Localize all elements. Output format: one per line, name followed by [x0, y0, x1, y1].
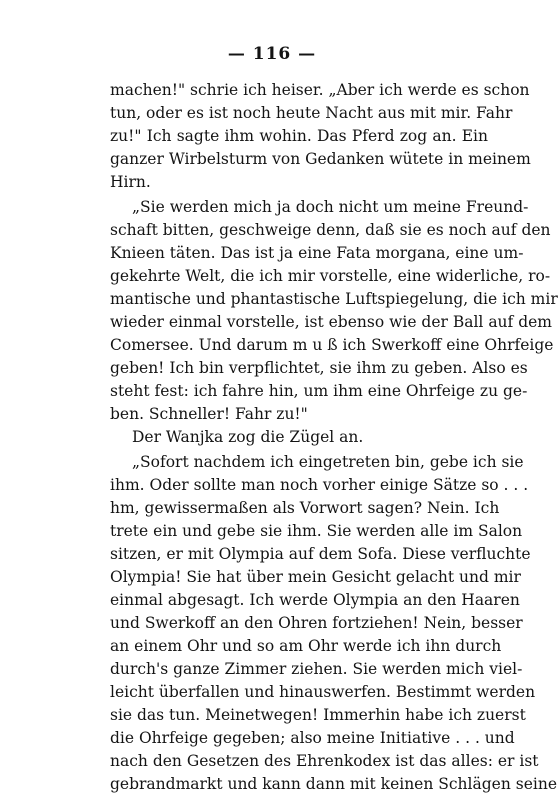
text-line: Comersee. Und darum m u ß ich Swerkoff eine Ohrfeige — [110, 336, 554, 354]
text-line: wieder einmal vorstelle, ist ebenso wie der Ball auf dem — [110, 313, 552, 331]
text-line: hm, gewissermaßen als Vorwort sagen? Nein. Ich — [110, 499, 500, 517]
text-line: tun, oder es ist noch heute Nacht aus mit mir. Fahr — [110, 104, 513, 122]
text-line: einmal abgesagt. Ich werde Olympia an den Haaren — [110, 591, 520, 609]
text-line: an einem Ohr und so am Ohr werde ich ihn durch — [110, 637, 502, 655]
text-line: und Swerkoff an den Ohren fortziehen! Nein, besser — [110, 614, 523, 632]
text-line: Olympia! Sie hat über mein Gesicht gelacht und mir — [110, 568, 521, 586]
text-line: ben. Schneller! Fahr zu!" — [110, 405, 308, 423]
text-line: durch's ganze Zimmer ziehen. Sie werden mich viel- — [110, 660, 523, 678]
text-line: „Sie werden mich ja doch nicht um meine Freund- — [132, 198, 529, 216]
text-line: trete ein und gebe sie ihm. Sie werden alle im Salon — [110, 522, 523, 540]
text-line: sie das tun. Meinetwegen! Immerhin habe ich zuerst — [110, 706, 526, 724]
text-line: sitzen, er mit Olympia auf dem Sofa. Diese verfluchte — [110, 545, 531, 563]
text-line: geben! Ich bin verpflichtet, sie ihm zu geben. Also es — [110, 359, 528, 377]
text-line: Hirn. — [110, 173, 151, 191]
text-line: die Ohrfeige gegeben; also meine Initiative . . . und — [110, 729, 515, 747]
text-line: steht fest: ich fahre hin, um ihm eine Ohrfeige zu ge- — [110, 382, 528, 400]
text-line: Knieen täten. Das ist ja eine Fata morgana, eine um- — [110, 244, 524, 262]
text-line: schaft bitten, geschweige denn, daß sie es noch auf den — [110, 221, 551, 239]
text-line: nach den Gesetzen des Ehrenkodex ist das alles: er ist — [110, 752, 539, 770]
text-line: ihm. Oder sollte man noch vorher einige Sätze so . . . — [110, 476, 529, 494]
text-line: machen!" schrie ich heiser. „Aber ich werde es schon — [110, 81, 530, 99]
text-line: Der Wanjka zog die Zügel an. — [132, 428, 364, 446]
page-number: — 116 — — [227, 44, 317, 64]
text-line: leicht überfallen und hinauswerfen. Bestimmt werden — [110, 683, 536, 701]
text-line: „Sofort nachdem ich eingetreten bin, gebe ich sie — [132, 453, 524, 471]
text-line: mantische und phantastische Luftspiegelung, die ich mir — [110, 290, 558, 308]
text-line: gebrandmarkt und kann dann mit keinen Schlägen seine — [110, 775, 557, 793]
text-line: ganzer Wirbelsturm von Gedanken wütete in meinem — [110, 150, 531, 168]
text-line: zu!" Ich sagte ihm wohin. Das Pferd zog an. Ein — [110, 127, 488, 145]
text-line: gekehrte Welt, die ich mir vorstelle, eine widerliche, ro- — [110, 267, 551, 285]
